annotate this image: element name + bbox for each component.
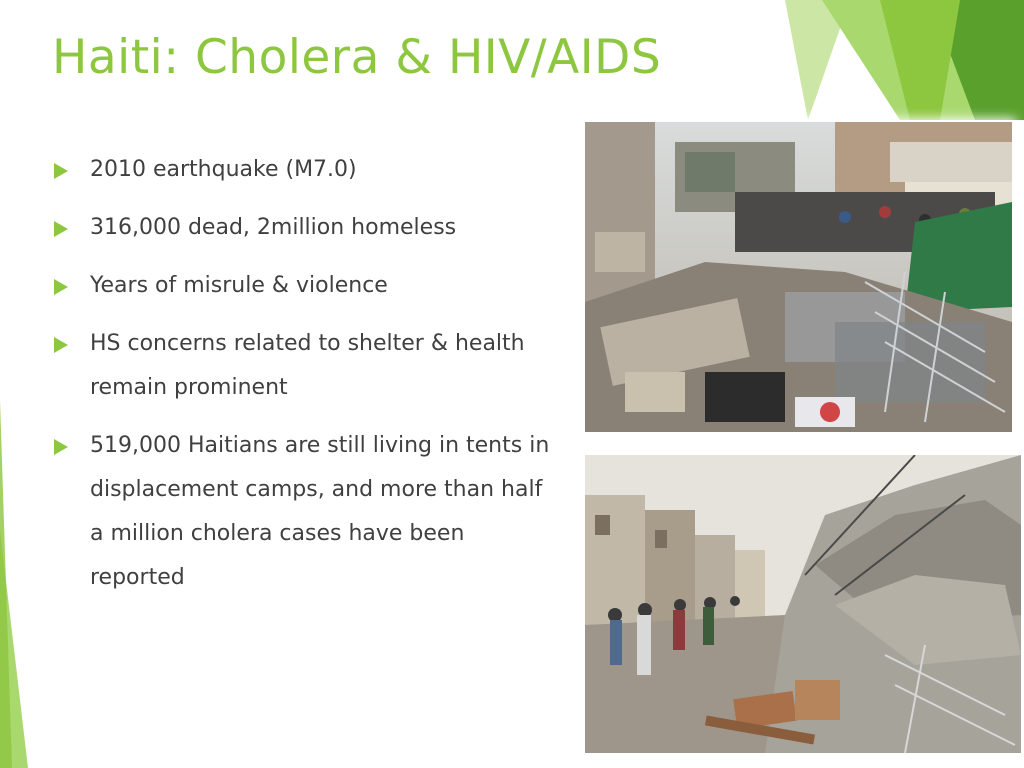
bullet-item [52,206,552,250]
bullet-text: 316,000 dead, 2million homeless [90,215,457,240]
bullet-list [52,148,552,614]
bullet-arrow-icon [54,163,68,179]
collapsed-building-photo [585,455,1021,753]
bullet-text: 519,000 Haitians are still living in tents in displacement camps, and more than half a million cholera cases have been reported [90,433,550,590]
slide-title: Haiti: Cholera & HIV/AIDS [52,30,662,85]
bullet-text: 2010 earthquake (M7.0) [90,157,357,182]
bullet-arrow-icon [54,221,68,237]
bullet-text: Years of misrule & violence [90,273,388,298]
bullet-text: HS concerns related to shelter & health remain prominent [90,331,525,400]
bullet-item [52,148,552,192]
bullet-item [52,264,552,308]
bullet-item [52,424,552,600]
bullet-arrow-icon [54,279,68,295]
bullet-arrow-icon [54,337,68,353]
earthquake-rubble-photo [585,122,1012,432]
bullet-item [52,322,552,410]
bullet-arrow-icon [54,439,68,455]
